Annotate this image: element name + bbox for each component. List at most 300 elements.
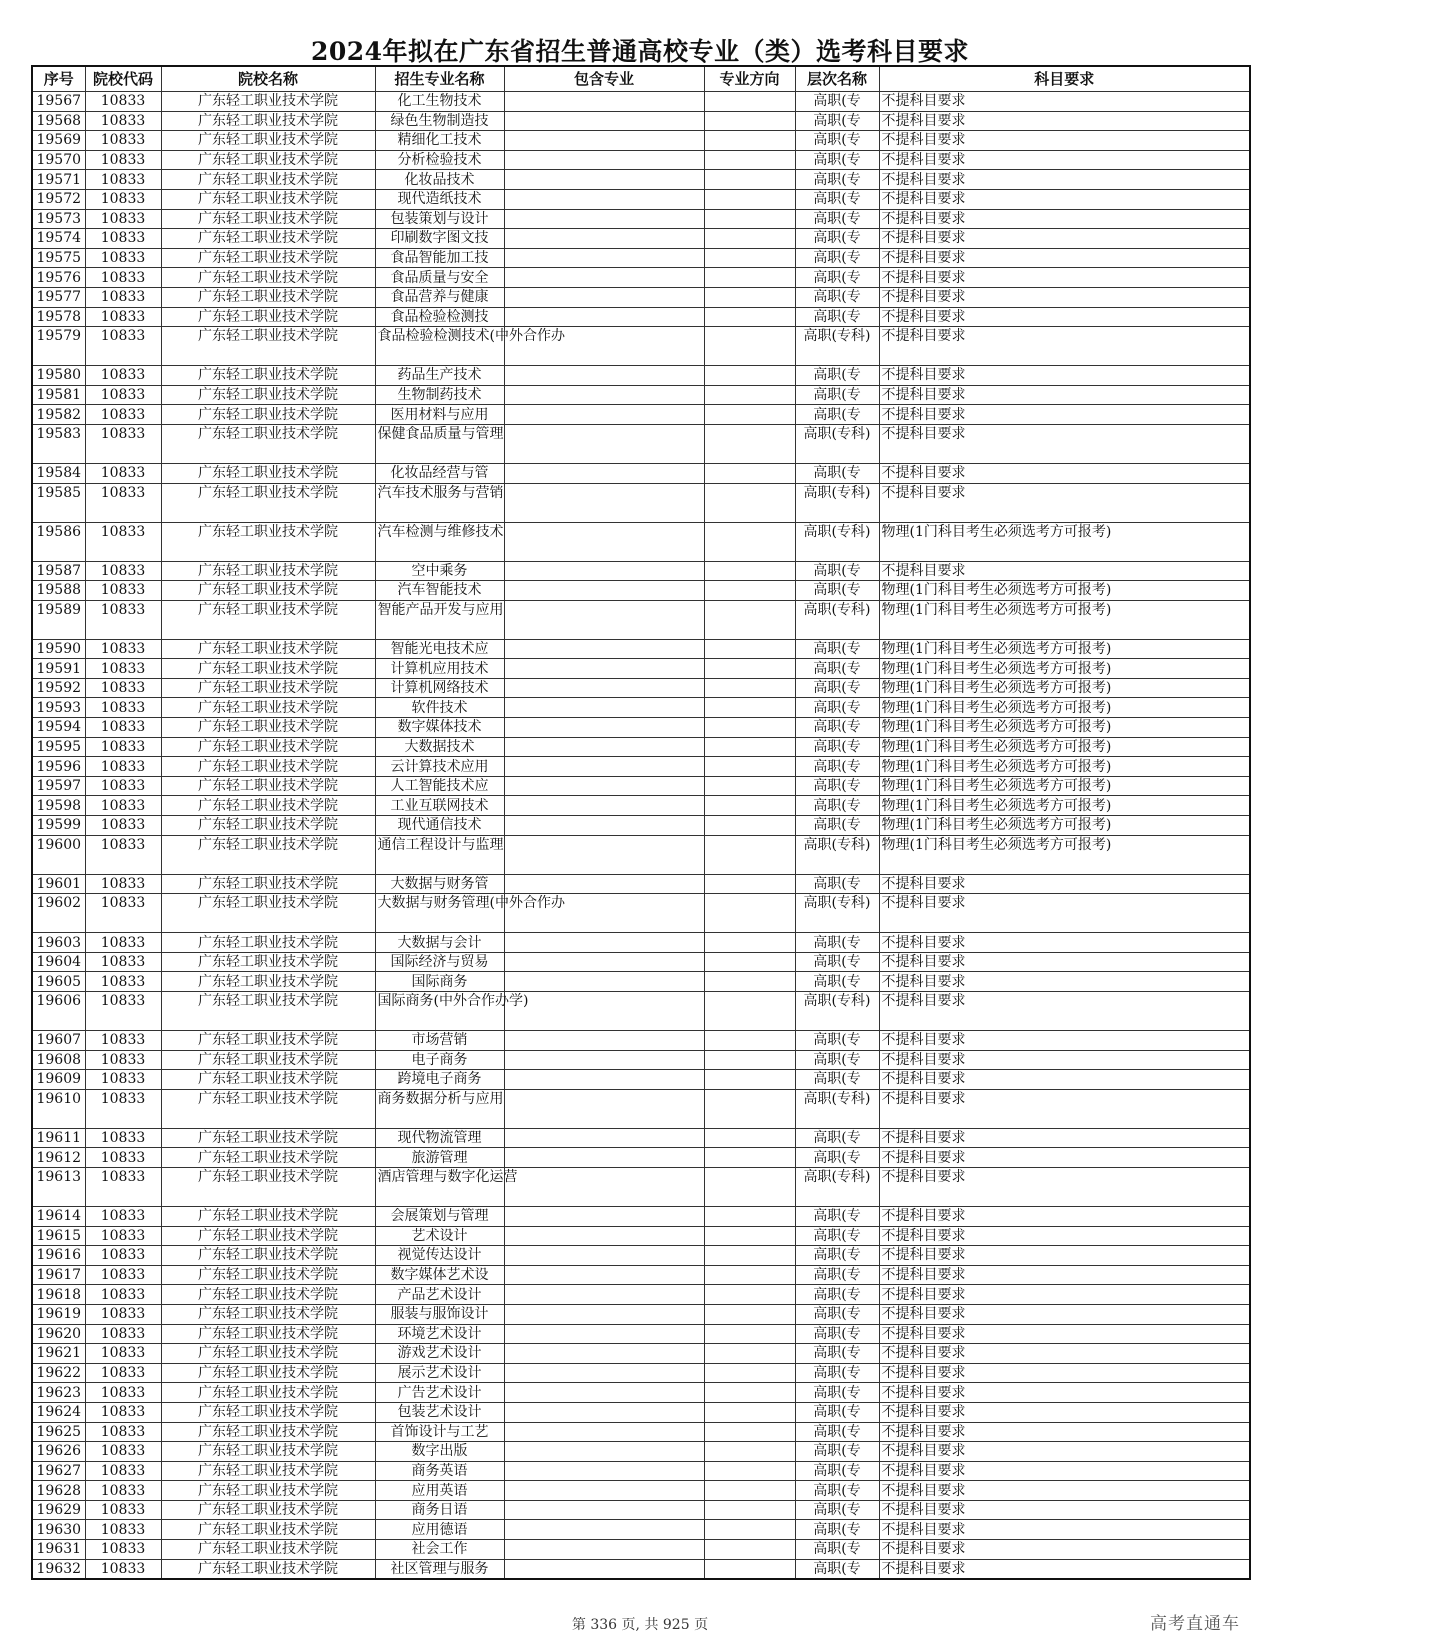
cell-seq: 19574 xyxy=(32,229,85,249)
cell-major-name: 分析检验技术 xyxy=(375,150,504,170)
table-row xyxy=(32,366,1250,386)
cell-seq: 19627 xyxy=(32,1461,85,1481)
cell-major-name: 社区管理与服务 xyxy=(375,1559,504,1579)
cell-level: 高职(专 xyxy=(795,1285,879,1305)
cell-school-name: 广东轻工职业技术学院 xyxy=(161,737,375,757)
cell-included-majors xyxy=(504,424,704,463)
cell-school-code: 10833 xyxy=(85,1402,161,1422)
cell-included-majors xyxy=(504,1285,704,1305)
cell-school-code: 10833 xyxy=(85,581,161,601)
cell-seq: 19607 xyxy=(32,1031,85,1051)
cell-major-name: 化工生物技术 xyxy=(375,92,504,112)
table-body xyxy=(32,92,1250,1580)
cell-included-majors xyxy=(504,522,704,561)
cell-level: 高职(专 xyxy=(795,131,879,151)
cell-included-majors xyxy=(504,1461,704,1481)
cell-major-direction xyxy=(704,1167,795,1206)
cell-subject-requirement: 不提科目要求 xyxy=(879,1226,1250,1246)
cell-major-direction xyxy=(704,1285,795,1305)
cell-school-code: 10833 xyxy=(85,1559,161,1579)
table-row xyxy=(32,659,1250,679)
cell-school-name: 广东轻工职业技术学院 xyxy=(161,639,375,659)
cell-school-code: 10833 xyxy=(85,1206,161,1226)
cell-major-direction xyxy=(704,600,795,639)
cell-school-name: 广东轻工职业技术学院 xyxy=(161,1265,375,1285)
cell-seq: 19594 xyxy=(32,718,85,738)
cell-included-majors xyxy=(504,248,704,268)
cell-major-direction xyxy=(704,150,795,170)
cell-included-majors xyxy=(504,385,704,405)
cell-included-majors xyxy=(504,1031,704,1051)
cell-major-direction xyxy=(704,874,795,894)
cell-school-name: 广东轻工职业技术学院 xyxy=(161,405,375,425)
requirements-table xyxy=(31,65,1251,1580)
cell-major-direction xyxy=(704,268,795,288)
cell-subject-requirement: 不提科目要求 xyxy=(879,424,1250,463)
cell-subject-requirement: 不提科目要求 xyxy=(879,1363,1250,1383)
cell-school-code: 10833 xyxy=(85,327,161,366)
cell-school-code: 10833 xyxy=(85,150,161,170)
cell-school-code: 10833 xyxy=(85,483,161,522)
cell-major-name: 数字媒体技术 xyxy=(375,718,504,738)
cell-school-code: 10833 xyxy=(85,189,161,209)
cell-subject-requirement: 不提科目要求 xyxy=(879,131,1250,151)
cell-included-majors xyxy=(504,1500,704,1520)
cell-major-direction xyxy=(704,483,795,522)
cell-subject-requirement: 不提科目要求 xyxy=(879,209,1250,229)
cell-seq: 19569 xyxy=(32,131,85,151)
cell-level: 高职(专 xyxy=(795,1442,879,1462)
cell-school-name: 广东轻工职业技术学院 xyxy=(161,952,375,972)
cell-level: 高职(专 xyxy=(795,385,879,405)
cell-subject-requirement: 物理(1门科目考生必须选考方可报考) xyxy=(879,522,1250,561)
cell-major-name: 数字媒体艺术设 xyxy=(375,1265,504,1285)
cell-level: 高职(专 xyxy=(795,405,879,425)
header-subject-requirement: 科目要求 xyxy=(879,66,1250,92)
table-row xyxy=(32,1246,1250,1266)
cell-included-majors xyxy=(504,150,704,170)
cell-school-code: 10833 xyxy=(85,992,161,1031)
table-row xyxy=(32,1363,1250,1383)
cell-included-majors xyxy=(504,1128,704,1148)
table-row xyxy=(32,952,1250,972)
cell-school-name: 广东轻工职业技术学院 xyxy=(161,1226,375,1246)
cell-subject-requirement: 不提科目要求 xyxy=(879,1167,1250,1206)
cell-subject-requirement: 物理(1门科目考生必须选考方可报考) xyxy=(879,678,1250,698)
cell-school-code: 10833 xyxy=(85,1520,161,1540)
cell-subject-requirement: 不提科目要求 xyxy=(879,170,1250,190)
cell-major-direction xyxy=(704,1383,795,1403)
cell-school-code: 10833 xyxy=(85,796,161,816)
cell-major-name: 化妆品经营与管 xyxy=(375,463,504,483)
cell-school-code: 10833 xyxy=(85,600,161,639)
cell-major-name: 印刷数字图文技 xyxy=(375,229,504,249)
table-row xyxy=(32,1559,1250,1579)
table-row xyxy=(32,1265,1250,1285)
cell-major-direction xyxy=(704,209,795,229)
cell-included-majors xyxy=(504,131,704,151)
cell-major-name: 首饰设计与工艺 xyxy=(375,1422,504,1442)
cell-major-direction xyxy=(704,776,795,796)
cell-major-name: 空中乘务 xyxy=(375,561,504,581)
cell-major-name: 绿色生物制造技 xyxy=(375,111,504,131)
cell-major-direction xyxy=(704,463,795,483)
cell-included-majors xyxy=(504,463,704,483)
cell-seq: 19575 xyxy=(32,248,85,268)
header-major-direction: 专业方向 xyxy=(704,66,795,92)
cell-school-name: 广东轻工职业技术学院 xyxy=(161,1031,375,1051)
cell-seq: 19587 xyxy=(32,561,85,581)
table-row xyxy=(32,150,1250,170)
cell-subject-requirement: 不提科目要求 xyxy=(879,327,1250,366)
cell-level: 高职(专 xyxy=(795,1226,879,1246)
cell-included-majors xyxy=(504,698,704,718)
table-row xyxy=(32,1344,1250,1364)
cell-seq: 19612 xyxy=(32,1148,85,1168)
cell-included-majors xyxy=(504,92,704,112)
table-row xyxy=(32,1089,1250,1128)
cell-major-direction xyxy=(704,1031,795,1051)
cell-school-name: 广东轻工职业技术学院 xyxy=(161,1128,375,1148)
cell-level: 高职(专 xyxy=(795,1540,879,1560)
cell-major-name: 跨境电子商务 xyxy=(375,1070,504,1090)
cell-major-name: 大数据与财务管 xyxy=(375,874,504,894)
cell-subject-requirement: 不提科目要求 xyxy=(879,1148,1250,1168)
table-row xyxy=(32,933,1250,953)
header-level: 层次名称 xyxy=(795,66,879,92)
cell-major-direction xyxy=(704,287,795,307)
table-row xyxy=(32,972,1250,992)
cell-school-name: 广东轻工职业技术学院 xyxy=(161,1070,375,1090)
table-row xyxy=(32,92,1250,112)
cell-level: 高职(专 xyxy=(795,1500,879,1520)
table-row xyxy=(32,1070,1250,1090)
cell-major-name: 医用材料与应用 xyxy=(375,405,504,425)
cell-subject-requirement: 不提科目要求 xyxy=(879,1481,1250,1501)
cell-school-name: 广东轻工职业技术学院 xyxy=(161,1402,375,1422)
table-row xyxy=(32,287,1250,307)
cell-level: 高职(专 xyxy=(795,150,879,170)
table-row xyxy=(32,776,1250,796)
cell-school-name: 广东轻工职业技术学院 xyxy=(161,92,375,112)
cell-subject-requirement: 物理(1门科目考生必须选考方可报考) xyxy=(879,600,1250,639)
cell-level: 高职(专 xyxy=(795,92,879,112)
cell-included-majors xyxy=(504,1089,704,1128)
cell-seq: 19588 xyxy=(32,581,85,601)
page-footer: 第 336 页, 共 925 页 xyxy=(571,1617,709,1633)
cell-major-name: 社会工作 xyxy=(375,1540,504,1560)
cell-level: 高职(专 xyxy=(795,952,879,972)
cell-level: 高职(专 xyxy=(795,229,879,249)
cell-school-code: 10833 xyxy=(85,1363,161,1383)
cell-major-name: 汽车检测与维修技术 xyxy=(375,522,504,561)
cell-school-name: 广东轻工职业技术学院 xyxy=(161,718,375,738)
cell-level: 高职(专 xyxy=(795,1031,879,1051)
cell-school-name: 广东轻工职业技术学院 xyxy=(161,581,375,601)
cell-level: 高职(专 xyxy=(795,1128,879,1148)
cell-major-name: 现代造纸技术 xyxy=(375,189,504,209)
cell-included-majors xyxy=(504,229,704,249)
cell-subject-requirement: 不提科目要求 xyxy=(879,92,1250,112)
cell-subject-requirement: 不提科目要求 xyxy=(879,150,1250,170)
cell-level: 高职(专 xyxy=(795,737,879,757)
cell-level: 高职(专科) xyxy=(795,483,879,522)
cell-major-direction xyxy=(704,1402,795,1422)
cell-level: 高职(专 xyxy=(795,1324,879,1344)
cell-included-majors xyxy=(504,581,704,601)
cell-major-direction xyxy=(704,1363,795,1383)
cell-level: 高职(专 xyxy=(795,776,879,796)
cell-seq: 19613 xyxy=(32,1167,85,1206)
cell-included-majors xyxy=(504,1324,704,1344)
cell-major-direction xyxy=(704,1304,795,1324)
table-row xyxy=(32,483,1250,522)
cell-subject-requirement: 不提科目要求 xyxy=(879,483,1250,522)
cell-major-name: 国际商务(中外合作办学) xyxy=(375,992,504,1031)
cell-major-direction xyxy=(704,366,795,386)
cell-subject-requirement: 不提科目要求 xyxy=(879,1402,1250,1422)
cell-subject-requirement: 不提科目要求 xyxy=(879,972,1250,992)
cell-major-name: 软件技术 xyxy=(375,698,504,718)
cell-major-name: 食品营养与健康 xyxy=(375,287,504,307)
cell-school-code: 10833 xyxy=(85,1422,161,1442)
cell-major-direction xyxy=(704,737,795,757)
cell-school-name: 广东轻工职业技术学院 xyxy=(161,1167,375,1206)
table-row xyxy=(32,1540,1250,1560)
cell-school-name: 广东轻工职业技术学院 xyxy=(161,366,375,386)
cell-major-direction xyxy=(704,639,795,659)
cell-included-majors xyxy=(504,659,704,679)
cell-major-direction xyxy=(704,1422,795,1442)
cell-school-name: 广东轻工职业技术学院 xyxy=(161,327,375,366)
cell-school-code: 10833 xyxy=(85,405,161,425)
table-row xyxy=(32,1500,1250,1520)
cell-school-code: 10833 xyxy=(85,737,161,757)
cell-seq: 19586 xyxy=(32,522,85,561)
cell-seq: 19615 xyxy=(32,1226,85,1246)
table-row xyxy=(32,1304,1250,1324)
cell-school-name: 广东轻工职业技术学院 xyxy=(161,131,375,151)
cell-seq: 19620 xyxy=(32,1324,85,1344)
cell-school-code: 10833 xyxy=(85,894,161,933)
cell-included-majors xyxy=(504,1148,704,1168)
brand-watermark: 高考直通车 xyxy=(1150,1614,1240,1634)
cell-school-code: 10833 xyxy=(85,1265,161,1285)
cell-school-name: 广东轻工职业技术学院 xyxy=(161,1540,375,1560)
cell-major-name: 化妆品技术 xyxy=(375,170,504,190)
cell-included-majors xyxy=(504,1481,704,1501)
cell-school-name: 广东轻工职业技术学院 xyxy=(161,111,375,131)
cell-included-majors xyxy=(504,678,704,698)
table-row xyxy=(32,248,1250,268)
cell-major-direction xyxy=(704,1540,795,1560)
cell-included-majors xyxy=(504,111,704,131)
cell-included-majors xyxy=(504,1246,704,1266)
cell-seq: 19593 xyxy=(32,698,85,718)
cell-major-direction xyxy=(704,1461,795,1481)
table-row xyxy=(32,1324,1250,1344)
table-header-row xyxy=(32,66,1250,92)
cell-major-name: 汽车智能技术 xyxy=(375,581,504,601)
cell-level: 高职(专 xyxy=(795,1265,879,1285)
cell-seq: 19621 xyxy=(32,1344,85,1364)
cell-major-direction xyxy=(704,248,795,268)
cell-major-name: 游戏艺术设计 xyxy=(375,1344,504,1364)
cell-level: 高职(专 xyxy=(795,1481,879,1501)
cell-level: 高职(专 xyxy=(795,581,879,601)
cell-major-direction xyxy=(704,327,795,366)
cell-seq: 19582 xyxy=(32,405,85,425)
table-row xyxy=(32,307,1250,327)
cell-school-name: 广东轻工职业技术学院 xyxy=(161,287,375,307)
cell-school-code: 10833 xyxy=(85,639,161,659)
cell-major-name: 现代通信技术 xyxy=(375,816,504,836)
cell-major-name: 食品检验检测技 xyxy=(375,307,504,327)
cell-seq: 19601 xyxy=(32,874,85,894)
cell-included-majors xyxy=(504,1383,704,1403)
cell-level: 高职(专科) xyxy=(795,894,879,933)
cell-level: 高职(专 xyxy=(795,972,879,992)
cell-level: 高职(专 xyxy=(795,1383,879,1403)
cell-seq: 19595 xyxy=(32,737,85,757)
table-row xyxy=(32,1402,1250,1422)
cell-major-name: 药品生产技术 xyxy=(375,366,504,386)
cell-school-name: 广东轻工职业技术学院 xyxy=(161,1383,375,1403)
cell-included-majors xyxy=(504,1422,704,1442)
cell-major-direction xyxy=(704,1500,795,1520)
cell-level: 高职(专 xyxy=(795,757,879,777)
cell-school-name: 广东轻工职业技术学院 xyxy=(161,424,375,463)
cell-seq: 19602 xyxy=(32,894,85,933)
cell-subject-requirement: 不提科目要求 xyxy=(879,1559,1250,1579)
cell-level: 高职(专 xyxy=(795,659,879,679)
cell-included-majors xyxy=(504,972,704,992)
cell-school-code: 10833 xyxy=(85,1540,161,1560)
cell-included-majors xyxy=(504,170,704,190)
cell-seq: 19579 xyxy=(32,327,85,366)
cell-seq: 19572 xyxy=(32,189,85,209)
cell-major-direction xyxy=(704,992,795,1031)
cell-seq: 19583 xyxy=(32,424,85,463)
table-row xyxy=(32,816,1250,836)
table-row xyxy=(32,1422,1250,1442)
table-row xyxy=(32,718,1250,738)
cell-school-name: 广东轻工职业技术学院 xyxy=(161,1344,375,1364)
cell-subject-requirement: 不提科目要求 xyxy=(879,366,1250,386)
cell-level: 高职(专 xyxy=(795,933,879,953)
cell-subject-requirement: 不提科目要求 xyxy=(879,1031,1250,1051)
cell-level: 高职(专 xyxy=(795,1070,879,1090)
table-row xyxy=(32,1050,1250,1070)
cell-school-code: 10833 xyxy=(85,757,161,777)
table-row xyxy=(32,1128,1250,1148)
cell-subject-requirement: 物理(1门科目考生必须选考方可报考) xyxy=(879,639,1250,659)
cell-included-majors xyxy=(504,600,704,639)
cell-school-code: 10833 xyxy=(85,307,161,327)
cell-subject-requirement: 不提科目要求 xyxy=(879,952,1250,972)
cell-major-direction xyxy=(704,561,795,581)
table-row xyxy=(32,698,1250,718)
cell-seq: 19626 xyxy=(32,1442,85,1462)
cell-school-name: 广东轻工职业技术学院 xyxy=(161,698,375,718)
cell-seq: 19568 xyxy=(32,111,85,131)
cell-major-direction xyxy=(704,92,795,112)
cell-major-name: 食品智能加工技 xyxy=(375,248,504,268)
cell-school-name: 广东轻工职业技术学院 xyxy=(161,1481,375,1501)
cell-major-name: 人工智能技术应 xyxy=(375,776,504,796)
cell-major-name: 计算机应用技术 xyxy=(375,659,504,679)
cell-school-name: 广东轻工职业技术学院 xyxy=(161,522,375,561)
table-row xyxy=(32,522,1250,561)
cell-school-name: 广东轻工职业技术学院 xyxy=(161,1442,375,1462)
cell-seq: 19589 xyxy=(32,600,85,639)
cell-school-name: 广东轻工职业技术学院 xyxy=(161,1050,375,1070)
table-row xyxy=(32,131,1250,151)
cell-school-code: 10833 xyxy=(85,248,161,268)
cell-seq: 19616 xyxy=(32,1246,85,1266)
cell-subject-requirement: 不提科目要求 xyxy=(879,1206,1250,1226)
cell-major-name: 旅游管理 xyxy=(375,1148,504,1168)
cell-subject-requirement: 物理(1门科目考生必须选考方可报考) xyxy=(879,737,1250,757)
cell-level: 高职(专 xyxy=(795,209,879,229)
cell-school-name: 广东轻工职业技术学院 xyxy=(161,1324,375,1344)
cell-school-name: 广东轻工职业技术学院 xyxy=(161,678,375,698)
table-row xyxy=(32,189,1250,209)
cell-included-majors xyxy=(504,1363,704,1383)
cell-subject-requirement: 不提科目要求 xyxy=(879,1265,1250,1285)
cell-major-direction xyxy=(704,405,795,425)
cell-major-name: 大数据与财务管理(中外合作办 xyxy=(375,894,504,933)
cell-major-direction xyxy=(704,1148,795,1168)
cell-seq: 19597 xyxy=(32,776,85,796)
cell-subject-requirement: 不提科目要求 xyxy=(879,111,1250,131)
table-row xyxy=(32,170,1250,190)
cell-subject-requirement: 不提科目要求 xyxy=(879,1128,1250,1148)
cell-included-majors xyxy=(504,189,704,209)
cell-major-direction xyxy=(704,1344,795,1364)
cell-major-direction xyxy=(704,1442,795,1462)
cell-school-name: 广东轻工职业技术学院 xyxy=(161,1422,375,1442)
cell-seq: 19573 xyxy=(32,209,85,229)
cell-school-name: 广东轻工职业技术学院 xyxy=(161,189,375,209)
cell-level: 高职(专 xyxy=(795,1520,879,1540)
cell-major-direction xyxy=(704,131,795,151)
cell-included-majors xyxy=(504,366,704,386)
header-school-code: 院校代码 xyxy=(85,66,161,92)
table-row xyxy=(32,1167,1250,1206)
cell-seq: 19604 xyxy=(32,952,85,972)
cell-subject-requirement: 物理(1门科目考生必须选考方可报考) xyxy=(879,757,1250,777)
table-row xyxy=(32,835,1250,874)
cell-major-direction xyxy=(704,972,795,992)
cell-school-code: 10833 xyxy=(85,229,161,249)
cell-included-majors xyxy=(504,816,704,836)
cell-level: 高职(专 xyxy=(795,1402,879,1422)
cell-school-name: 广东轻工职业技术学院 xyxy=(161,659,375,679)
cell-major-name: 大数据与会计 xyxy=(375,933,504,953)
cell-school-code: 10833 xyxy=(85,424,161,463)
cell-school-code: 10833 xyxy=(85,1461,161,1481)
cell-seq: 19592 xyxy=(32,678,85,698)
cell-school-name: 广东轻工职业技术学院 xyxy=(161,1148,375,1168)
cell-school-code: 10833 xyxy=(85,209,161,229)
cell-included-majors xyxy=(504,1540,704,1560)
cell-school-name: 广东轻工职业技术学院 xyxy=(161,307,375,327)
cell-included-majors xyxy=(504,483,704,522)
cell-level: 高职(专 xyxy=(795,307,879,327)
cell-included-majors xyxy=(504,1304,704,1324)
table-row xyxy=(32,561,1250,581)
